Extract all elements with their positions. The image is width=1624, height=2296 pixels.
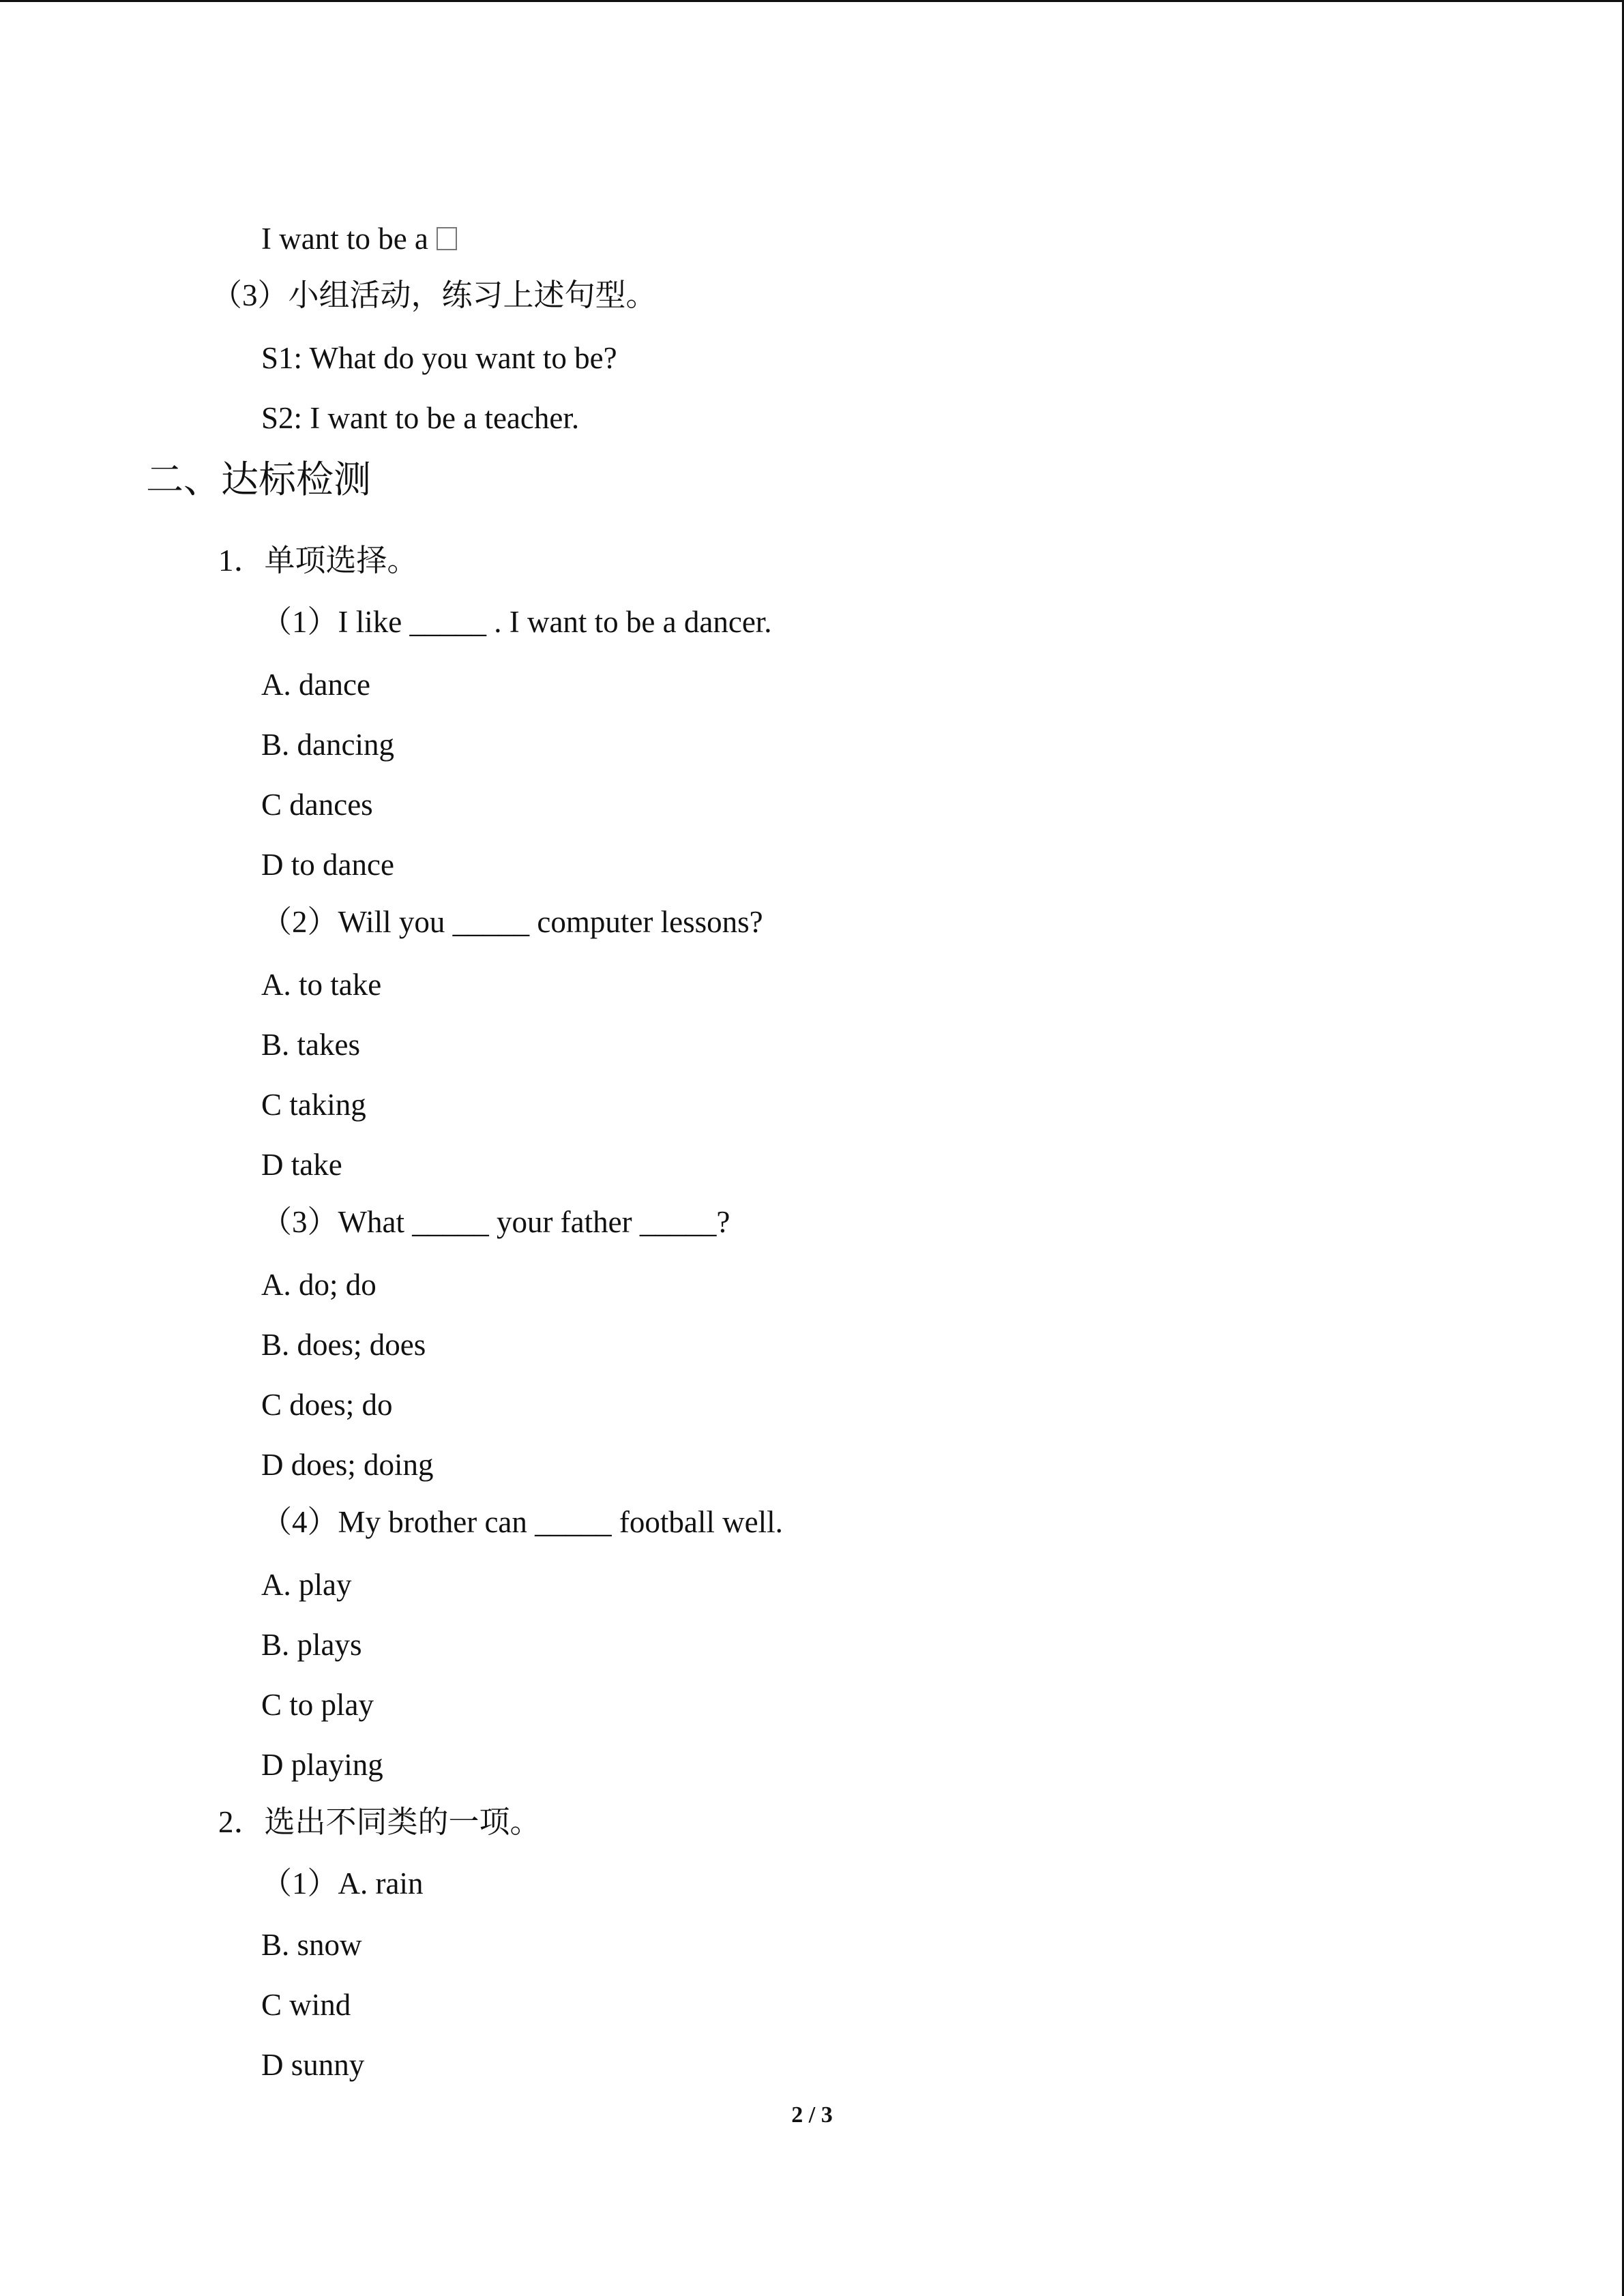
option-c: C wind [261, 1988, 351, 2022]
option-d: D playing [261, 1748, 383, 1782]
option-d: D take [261, 1148, 342, 1182]
empty-box-icon [437, 227, 457, 250]
dialogue-line-s1: S1: What do you want to be? [261, 341, 617, 375]
option-a: A. to take [261, 968, 382, 1002]
page-border-top [0, 0, 1624, 2]
option-d: D does; doing [261, 1448, 434, 1482]
option-b: B. does; does [261, 1328, 426, 1362]
option-b: B. snow [261, 1928, 362, 1962]
question-1-3: （3）What _____ your father _____? [261, 1205, 730, 1239]
question-1-2: （2）Will you _____ computer lessons? [261, 905, 763, 939]
question-2-heading: 2．选出不同类的一项。 [218, 1805, 541, 1839]
question-1-1: （1）I like _____ . I want to be a dancer. [261, 605, 772, 639]
dialogue-line-s2: S2: I want to be a teacher. [261, 401, 580, 435]
option-d: D to dance [261, 848, 394, 882]
activity-instruction: （3）小组活动，练习上述句型。 [211, 278, 657, 312]
question-1-heading: 1．单项选择。 [218, 543, 418, 578]
option-c: C dances [261, 788, 373, 822]
option-b: B. plays [261, 1628, 362, 1662]
sentence-text: I want to be a [261, 222, 428, 256]
section-heading: 二、达标检测 [146, 459, 372, 501]
option-b: B. dancing [261, 728, 394, 762]
option-c: C taking [261, 1088, 366, 1122]
page-number: 2 / 3 [791, 2102, 833, 2128]
question-2-1: （1）A. rain [261, 1866, 424, 1900]
question-1-4: （4）My brother can _____ football well. [261, 1505, 783, 1539]
option-a: A. play [261, 1568, 352, 1602]
sentence-want-to-be [261, 224, 457, 254]
option-a: A. do; do [261, 1268, 377, 1302]
option-a: A. dance [261, 668, 370, 702]
option-d: D sunny [261, 2048, 365, 2082]
option-b: B. takes [261, 1028, 360, 1062]
option-c: C does; do [261, 1388, 393, 1422]
option-c: C to play [261, 1688, 374, 1722]
